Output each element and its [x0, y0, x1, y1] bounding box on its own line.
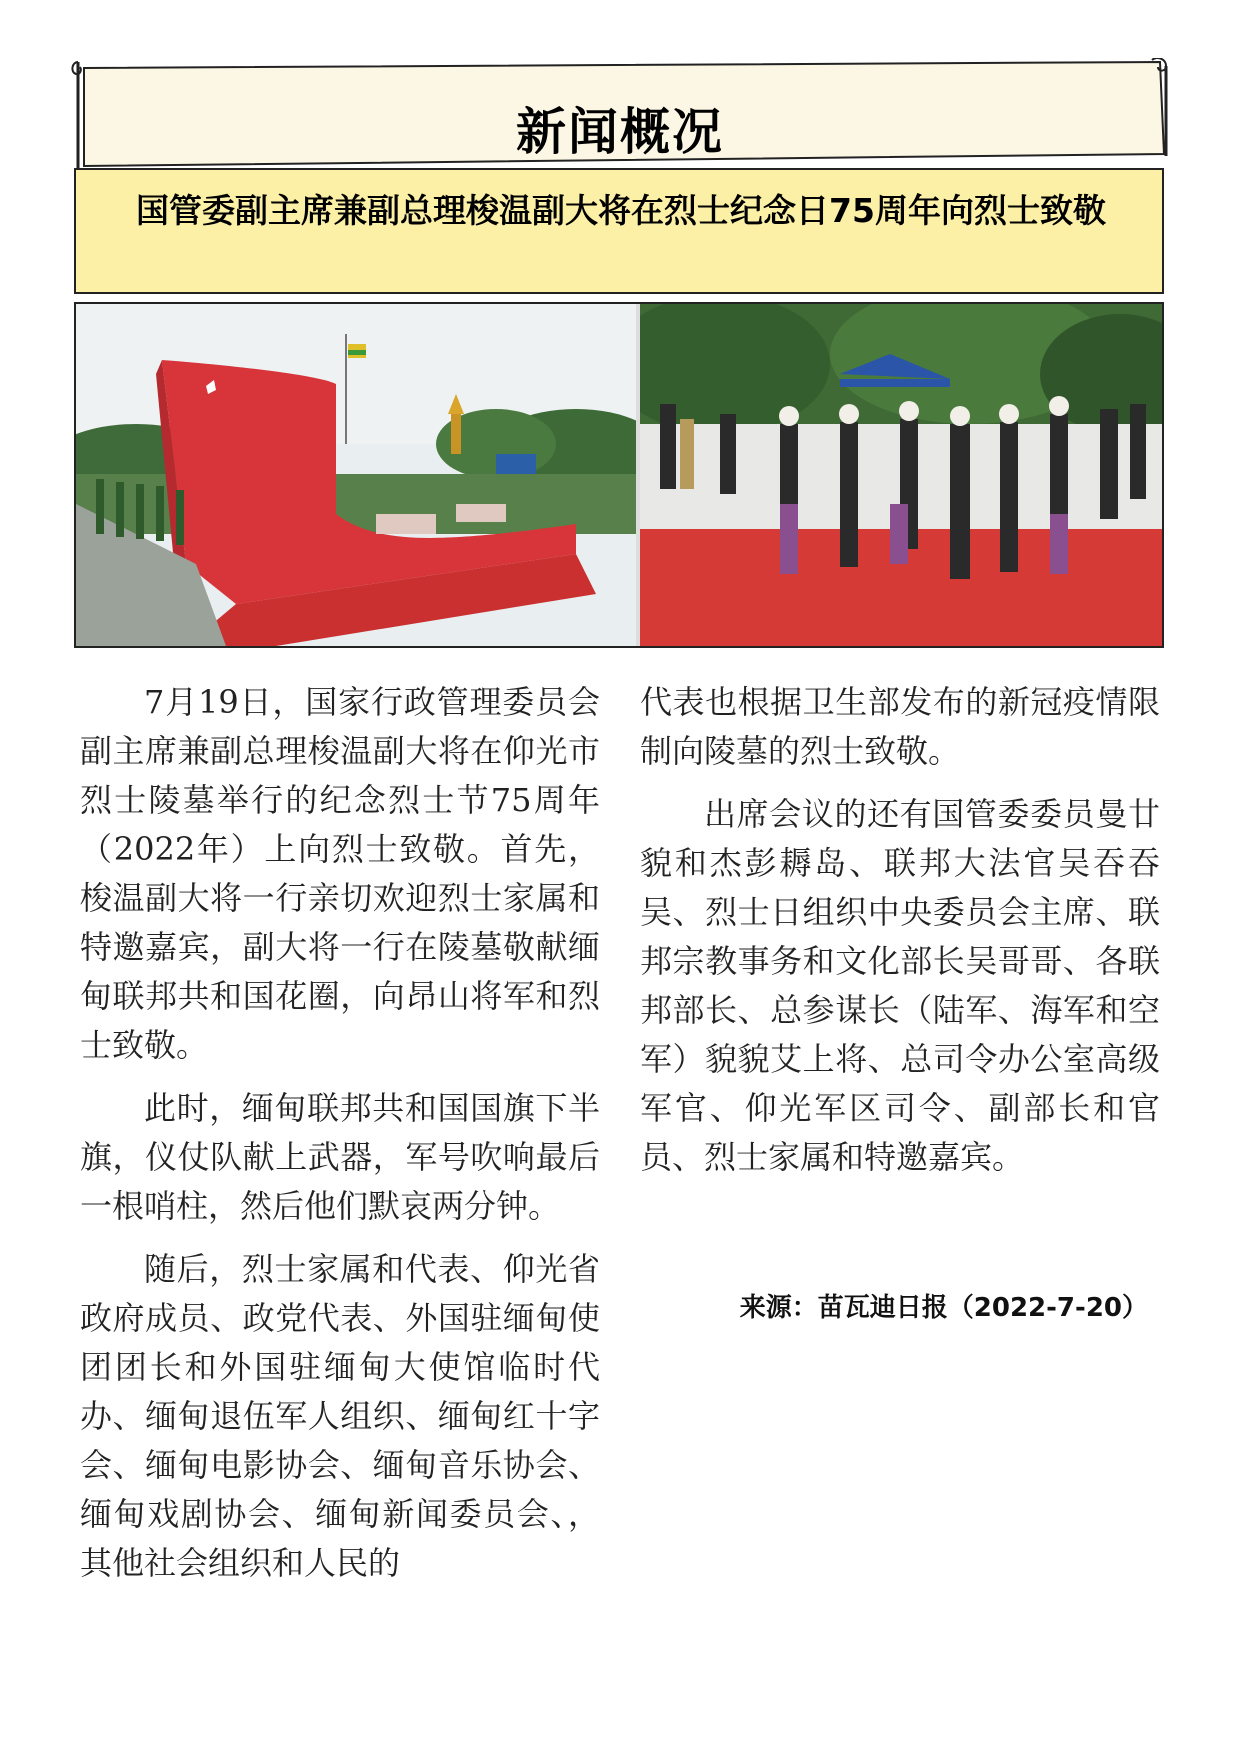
scroll-banner — [70, 58, 1170, 176]
source-citation: 来源：苗瓦迪日报（2022-7-20） — [739, 1293, 1148, 1323]
article-right-column — [640, 678, 1160, 1196]
paragraph: 此时，缅甸联邦共和国国旗下半旗，仪仗队献上武器，军号吹响最后一根哨柱，然后他们默哀两分钟。 — [80, 1089, 600, 1225]
photo-frame — [74, 302, 1164, 648]
monument-photo — [76, 304, 636, 646]
headline-title: 国管委副主席兼副总理梭温副大将在烈士纪念日75周年向烈士致敬 — [136, 191, 1106, 230]
ceremony-photo — [640, 304, 1162, 646]
paragraph: 随后，烈士家属和代表、仰光省政府成员、政党代表、外国驻缅甸使团团长和外国驻缅甸大使馆临时代办、缅甸退伍军人组织、缅甸红十字会、缅甸电影协会、缅甸音乐协会、缅甸戏剧协会、缅甸新闻委员会、，其他社会组织和人民的 — [80, 1250, 600, 1582]
article-left-column — [80, 678, 600, 1602]
paragraph: 出席会议的还有国管委委员曼廿貌和杰彭耨岛、联邦大法官吴吞吞吴、烈士日组织中央委员会主席、联邦宗教事务和文化部长吴哥哥、各联邦部长、总参谋长（陆军、海军和空军）貌貌艾上将、总司令办公室高级军官、仰光军区司令、副部长和官员、烈士家属和特邀嘉宾。 — [640, 795, 1160, 1176]
banner-title: 新闻概况 — [516, 103, 724, 161]
paragraph-continuation: 代表也根据卫生部发布的新冠疫情限制向陵墓的烈士致敬。 — [640, 683, 1160, 770]
paragraph: 7月19日，国家行政管理委员会副主席兼副总理梭温副大将在仰光市烈士陵墓举行的纪念烈士节75周年（2022年）上向烈士致敬。首先，梭温副大将一行亲切欢迎烈士家属和特邀嘉宾，副大将一行在陵墓敬献缅甸联邦共和国花圈，向昂山将军和烈士致敬。 — [80, 683, 600, 1064]
headline-box — [74, 168, 1164, 294]
